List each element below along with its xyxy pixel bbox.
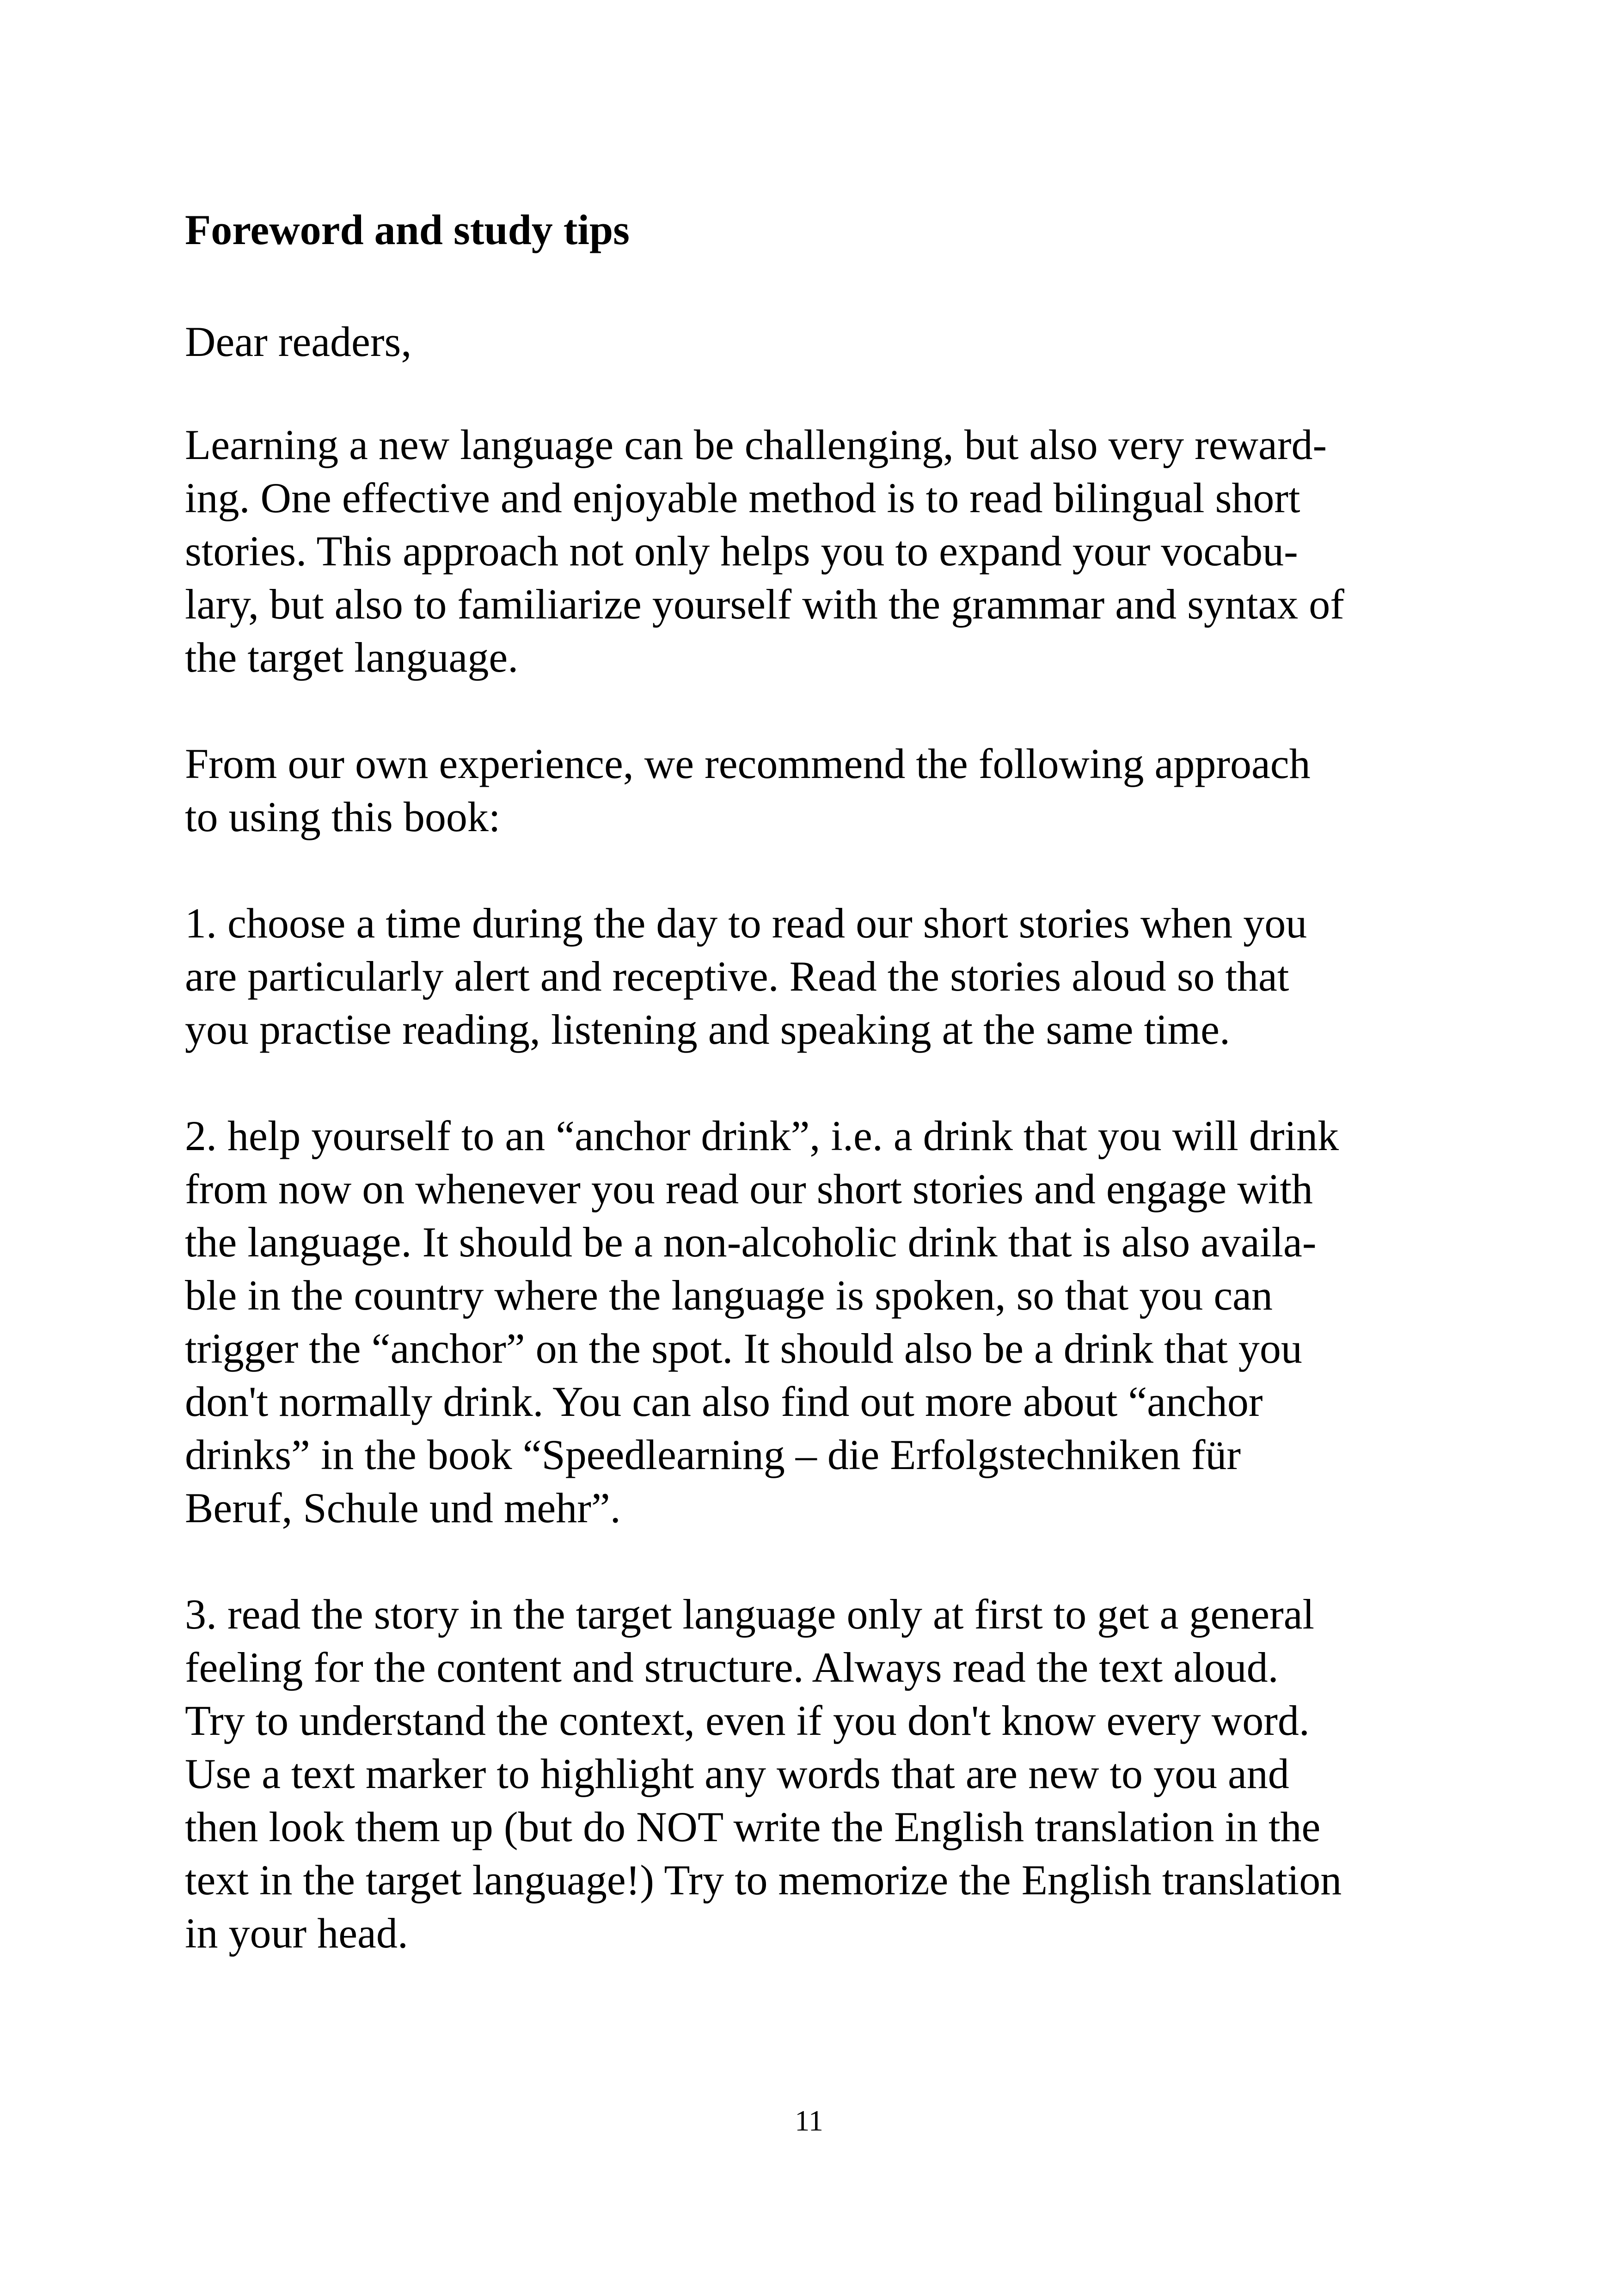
paragraph-line: to using this book: [185,793,501,840]
paragraph-line: 1. choose a time during the day to read our short stories when you [185,900,1307,947]
paragraph-line: are particularly alert and receptive. Read the stories aloud so that [185,953,1289,1000]
paragraph-line: feeling for the content and structure. Always read the text aloud. [185,1644,1279,1691]
tip-3-paragraph [185,1588,1342,1960]
paragraph-line: don't normally drink. You can also find out more about “anchor [185,1378,1263,1425]
approach-paragraph [185,737,1311,844]
paragraph-line: text in the target language!) Try to memorize the English translation [185,1856,1342,1904]
paragraph-line: you practise reading, listening and speaking at the same time. [185,1006,1231,1053]
paragraph-line: the language. It should be a non-alcoholic drink that is also availa- [185,1218,1317,1266]
paragraph-line: from now on whenever you read our short stories and engage with [185,1165,1313,1212]
page-title: Foreword and study tips [185,206,630,253]
paragraph-line: 2. help yourself to an “anchor drink”, i.e. a drink that you will drink [185,1112,1339,1159]
tip-1-paragraph [185,897,1307,1056]
paragraph-line: lary, but also to familiarize yourself with the grammar and syntax of [185,581,1344,628]
paragraph-line: 3. read the story in the target language only at first to get a general [185,1591,1315,1638]
paragraph-line: stories. This approach not only helps you to expand your vocabu- [185,527,1298,575]
paragraph-line: drinks” in the book “Speedlearning – die Erfolgstechniken für [185,1431,1241,1478]
paragraph-line: ble in the country where the language is spoken, so that you can [185,1272,1273,1319]
paragraph-line: Learning a new language can be challenging, but also very reward- [185,421,1327,468]
paragraph-line: the target language. [185,634,519,681]
paragraph-line: then look them up (but do NOT write the English translation in the [185,1803,1321,1850]
paragraph-line: Beruf, Schule und mehr”. [185,1484,621,1531]
tip-2-paragraph [185,1109,1339,1535]
paragraph-line: ing. One effective and enjoyable method is to read bilingual short [185,474,1300,521]
paragraph-line: in your head. [185,1910,408,1957]
paragraph-line: Try to understand the context, even if you don't know every word. [185,1697,1310,1744]
paragraph-line: Use a text marker to highlight any words that are new to you and [185,1750,1289,1797]
paragraph-line: From our own experience, we recommend the following approach [185,740,1311,787]
greeting: Dear readers, [185,318,412,365]
intro-paragraph [185,418,1344,684]
paragraph-line: trigger the “anchor” on the spot. It should also be a drink that you [185,1325,1302,1372]
page-number: 11 [795,2104,823,2137]
